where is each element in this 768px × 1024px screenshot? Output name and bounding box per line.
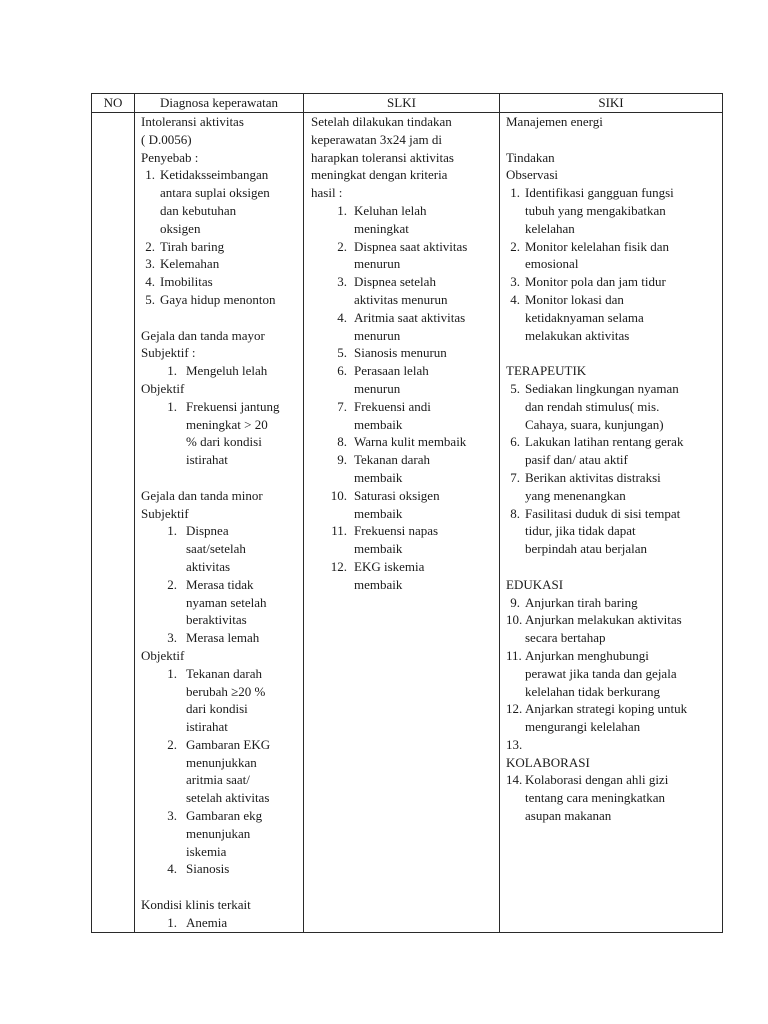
slki-item [329, 344, 496, 362]
item-number: 6. [510, 434, 520, 450]
item-text [177, 736, 301, 807]
mayor-subjektif-item [163, 362, 301, 380]
item-text [347, 273, 496, 309]
item-text-line: berpindah atau berjalan [525, 541, 647, 557]
item-text-line: menurun [354, 380, 401, 396]
minor-objektif-item [163, 665, 301, 736]
item-text [155, 166, 301, 237]
slki-intro [311, 113, 496, 202]
item-text-line: Monitor kelelahan fisik dan [525, 238, 670, 254]
diagnosa-title: Intoleransi aktivitas [141, 114, 244, 129]
cell-siki [500, 113, 723, 933]
edukasi-item [506, 647, 719, 700]
item-text-line: Saturasi oksigen [354, 487, 440, 503]
item-text-line: dan rendah stimulus( mis. [525, 398, 660, 414]
item-text [520, 611, 719, 647]
item-text-line: Anjurkan menghubungi [525, 647, 649, 663]
item-text-line: ketidaknyaman selama [525, 309, 644, 325]
item-number: 1. [167, 363, 177, 379]
terapeutik-item [506, 505, 719, 558]
item-text [520, 647, 719, 700]
item-number: 3. [510, 274, 520, 290]
item-text-line: Dispnea [186, 523, 229, 539]
observasi-item [506, 238, 719, 274]
item-text-line: tidur, jika tidak dapat [525, 523, 636, 539]
item-text [177, 860, 301, 878]
klinis-label: Kondisi klinis terkait [141, 897, 251, 913]
item-text-line: Ketidaksseimbangan [160, 167, 269, 183]
item-text [177, 522, 301, 575]
item-text-line: Tekanan darah [186, 665, 262, 681]
mayor-objektif-item [163, 398, 301, 469]
item-text-line: antara suplai oksigen [160, 185, 270, 201]
table-header-row [92, 94, 723, 113]
penyebab-item [141, 166, 301, 237]
penyebab-list [141, 166, 301, 308]
item-text-line: menunjukkan [186, 754, 257, 770]
item-text-line: kelelahan tidak berkurang [525, 683, 660, 699]
item-text-line: pasif dan/ atau aktif [525, 452, 628, 468]
item-text-line: Anjarkan strategi koping untuk [525, 701, 688, 717]
item-text-line: Fasilitasi duduk di sisi tempat [525, 505, 681, 521]
item-text [347, 309, 496, 345]
header-no: NO [92, 94, 135, 113]
table-row [92, 113, 723, 933]
item-text-line: membaik [354, 505, 403, 521]
item-text [347, 487, 496, 523]
slki-item [329, 202, 496, 238]
observasi-item [506, 291, 719, 344]
slki-item [329, 362, 496, 398]
item-number: 11. [506, 647, 522, 663]
item-text-line: perawat jika tanda dan gejala [525, 665, 677, 681]
item-text-line: meningkat [354, 220, 409, 236]
item-text-line: Perasaan lelah [354, 363, 429, 379]
item-text [155, 291, 301, 309]
item-number: 13. [506, 736, 523, 752]
item-number: 1. [510, 185, 520, 201]
item-number: 7. [510, 469, 520, 485]
item-text-line: Anjurkan melakukan aktivitas [525, 612, 682, 628]
item-number: 5. [145, 291, 155, 307]
item-text-line: membaik [354, 416, 403, 432]
item-text-line: Keluhan lelah [354, 202, 427, 218]
minor-objektif-item [163, 807, 301, 860]
slki-intro-line: harapkan toleransi aktivitas [311, 149, 454, 165]
item-text-line: Merasa tidak [186, 576, 254, 592]
item-number: 3. [167, 808, 177, 824]
item-number: 10. [330, 487, 347, 503]
kolaborasi-item [506, 771, 719, 824]
slki-item [329, 487, 496, 523]
item-text [177, 362, 301, 380]
slki-item [329, 309, 496, 345]
item-text [347, 398, 496, 434]
item-text [347, 558, 496, 594]
kolaborasi-label: KOLABORASI [506, 754, 590, 770]
item-text-line: Kelemahan [160, 256, 220, 272]
item-text [520, 273, 719, 291]
cell-slki [304, 113, 500, 933]
item-number: 11. [331, 523, 347, 539]
item-text [155, 255, 301, 273]
item-number: 2. [167, 576, 177, 592]
item-text-line: yang menenangkan [525, 487, 626, 503]
item-text-line: Anemia [186, 914, 228, 930]
item-number: 8. [337, 434, 347, 450]
slki-item [329, 273, 496, 309]
item-text-line: berubah ≥20 % [186, 683, 266, 699]
diagnosa-code: ( D.0056) [141, 131, 192, 147]
item-number: 4. [145, 274, 155, 290]
penyebab-label: Penyebab : [141, 149, 199, 165]
item-text [177, 629, 301, 647]
item-text [347, 451, 496, 487]
item-text-line: membaik [354, 469, 403, 485]
kolaborasi-list [506, 771, 719, 824]
item-number: 1. [167, 398, 177, 414]
nursing-care-table [91, 93, 723, 933]
item-number: 5. [337, 345, 347, 361]
item-text [520, 469, 719, 505]
observasi-item [506, 184, 719, 237]
slki-item [329, 522, 496, 558]
terapeutik-item [506, 469, 719, 505]
slki-item [329, 238, 496, 274]
siki-title: Manajemen energi [506, 114, 603, 129]
item-text [520, 291, 719, 344]
observasi-item [506, 273, 719, 291]
item-text-line: Dispnea setelah [354, 274, 436, 290]
item-text-line: Sediakan lingkungan nyaman [525, 380, 679, 396]
item-text [520, 238, 719, 274]
tindakan-label: Tindakan [506, 149, 555, 165]
item-number: 3. [167, 630, 177, 646]
item-text [347, 362, 496, 398]
item-text-line: Frekuensi napas [354, 523, 439, 539]
item-text-line [525, 736, 719, 754]
terapeutik-item [506, 433, 719, 469]
header-siki: SIKI [500, 94, 723, 113]
item-text-line: Berikan aktivitas distraksi [525, 469, 661, 485]
item-text-line: melakukan aktivitas [525, 327, 630, 343]
item-text-line: aktivitas [186, 558, 231, 574]
penyebab-item [141, 238, 301, 256]
item-text-line: istirahat [186, 719, 228, 735]
observasi-label: Observasi [506, 167, 558, 183]
item-number: 4. [167, 861, 177, 877]
slki-item [329, 558, 496, 594]
terapeutik-list [506, 380, 719, 558]
item-text [520, 433, 719, 469]
item-number: 9. [337, 452, 347, 468]
item-text [177, 576, 301, 629]
item-text [155, 238, 301, 256]
mayor-label: Gejala dan tanda mayor [141, 327, 265, 343]
item-number: 8. [510, 505, 520, 521]
minor-objektif-item [163, 860, 301, 878]
item-text-line: secara bertahap [525, 630, 606, 646]
item-text-line: % dari kondisi [186, 434, 262, 450]
item-text-line: Aritmia saat aktivitas [354, 309, 466, 325]
item-text-line: Anjurkan tirah baring [525, 594, 638, 610]
item-text [520, 700, 719, 736]
item-text-line: tubuh yang mengakibatkan [525, 202, 666, 218]
terapeutik-item [506, 380, 719, 433]
item-text-line: aritmia saat/ [186, 772, 250, 788]
penyebab-item [141, 255, 301, 273]
item-text [520, 594, 719, 612]
diagnosa-content [135, 113, 303, 932]
item-text-line: tentang cara meningkatkan [525, 790, 666, 806]
item-text-line: Kolaborasi dengan ahli gizi [525, 772, 669, 788]
minor-objektif-list [141, 665, 301, 879]
minor-objektif-item [163, 736, 301, 807]
item-text-line: Sianosis menurun [354, 345, 447, 361]
minor-subjektif-label: Subjektif [141, 505, 189, 521]
slki-intro-line: keperawatan 3x24 jam di [311, 131, 443, 147]
slki-item [329, 451, 496, 487]
item-number: 14. [506, 772, 523, 788]
item-text-line: Lakukan latihan rentang gerak [525, 434, 684, 450]
edukasi-item [506, 594, 719, 612]
penyebab-item [141, 273, 301, 291]
item-text-line: nyaman setelah [186, 594, 267, 610]
item-text-line: EKG iskemia [354, 558, 425, 574]
item-number: 1. [167, 665, 177, 681]
item-text [347, 522, 496, 558]
item-number: 5. [510, 380, 520, 396]
item-text [347, 433, 496, 451]
item-text-line: Identifikasi gangguan fungsi [525, 185, 674, 201]
item-text [520, 505, 719, 558]
item-number: 2. [167, 736, 177, 752]
edukasi-item [506, 700, 719, 736]
item-text-line: Warna kulit membaik [354, 434, 467, 450]
item-text-line: emosional [525, 256, 579, 272]
slki-intro-line: Setelah dilakukan tindakan [311, 114, 452, 129]
klinis-item [163, 914, 301, 932]
item-text [347, 344, 496, 362]
item-number: 12. [506, 701, 523, 717]
item-number: 2. [337, 238, 347, 254]
item-text-line: oksigen [160, 220, 201, 236]
observasi-list [506, 184, 719, 344]
mayor-subjektif-list [141, 362, 301, 380]
item-text-line: Merasa lemah [186, 630, 260, 646]
minor-subjektif-list [141, 522, 301, 647]
item-text-line: Tekanan darah [354, 452, 430, 468]
cell-no [92, 113, 135, 933]
item-text [177, 665, 301, 736]
item-text-line: Dispnea saat aktivitas [354, 238, 468, 254]
item-text-line: Sianosis [186, 861, 230, 877]
item-text-line: meningkat > 20 [186, 416, 268, 432]
item-number: 2. [145, 238, 155, 254]
item-number: 1. [167, 523, 177, 539]
item-number: 12. [330, 558, 347, 574]
slki-intro-line: hasil : [311, 185, 343, 201]
header-diagnosa: Diagnosa keperawatan [135, 94, 304, 113]
item-text-line: istirahat [186, 452, 228, 468]
item-text-line: saat/setelah [186, 541, 246, 557]
penyebab-item [141, 291, 301, 309]
item-text-line: membaik [354, 576, 403, 592]
item-text-line: menunjukan [186, 825, 251, 841]
item-text-line: Gambaran EKG [186, 736, 271, 752]
item-number: 9. [510, 594, 520, 610]
edukasi-item [506, 611, 719, 647]
slki-content [304, 113, 499, 594]
item-text-line: menurun [354, 327, 401, 343]
item-number: 1. [167, 914, 177, 930]
item-number: 1. [145, 167, 155, 183]
slki-item [329, 433, 496, 451]
edukasi-list [506, 594, 719, 754]
item-text [177, 914, 301, 932]
slki-item [329, 398, 496, 434]
item-number: 7. [337, 398, 347, 414]
item-number: 3. [145, 256, 155, 272]
item-number: 3. [337, 274, 347, 290]
siki-content [500, 113, 722, 825]
item-number: 1. [337, 202, 347, 218]
item-text-line: Tirah baring [160, 238, 225, 254]
item-text [177, 398, 301, 469]
item-text-line: Gaya hidup menonton [160, 291, 276, 307]
item-text-line: setelah aktivitas [186, 790, 270, 806]
item-text-line: Imobilitas [160, 274, 213, 290]
item-text-line: Frekuensi andi [354, 398, 431, 414]
item-text [520, 736, 719, 754]
edukasi-item [506, 736, 719, 754]
item-text [177, 807, 301, 860]
item-text-line: iskemia [186, 843, 227, 859]
item-text-line: Cahaya, suara, kunjungan) [525, 416, 664, 432]
mayor-subjektif-label: Subjektif : [141, 345, 196, 361]
item-text-line: Gambaran ekg [186, 808, 263, 824]
minor-objektif-label: Objektif [141, 647, 185, 663]
item-text-line: kelelahan [525, 220, 575, 236]
item-number: 4. [510, 291, 520, 307]
item-number: 10. [506, 612, 523, 628]
item-text [520, 380, 719, 433]
item-text-line: menurun [354, 256, 401, 272]
item-text-line: Monitor pola dan jam tidur [525, 274, 666, 290]
klinis-list [141, 914, 301, 932]
item-text [347, 238, 496, 274]
item-text-line: dari kondisi [186, 701, 248, 717]
minor-subjektif-item [163, 576, 301, 629]
cell-diagnosa [135, 113, 304, 933]
item-text-line: aktivitas menurun [354, 291, 448, 307]
item-text-line: dan kebutuhan [160, 202, 237, 218]
slki-intro-line: meningkat dengan kriteria [311, 167, 448, 183]
item-text-line: beraktivitas [186, 612, 247, 628]
item-text-line: membaik [354, 541, 403, 557]
mayor-objektif-list [141, 398, 301, 469]
item-text [520, 184, 719, 237]
item-text-line: asupan makanan [525, 808, 612, 824]
minor-subjektif-item [163, 629, 301, 647]
item-number: 2. [510, 238, 520, 254]
header-slki: SLKI [304, 94, 500, 113]
item-text [347, 202, 496, 238]
item-text-line: Monitor lokasi dan [525, 291, 624, 307]
mayor-objektif-label: Objektif [141, 380, 185, 396]
terapeutik-label: TERAPEUTIK [506, 363, 587, 379]
edukasi-label: EDUKASI [506, 576, 564, 592]
minor-label: Gejala dan tanda minor [141, 487, 263, 503]
item-number: 6. [337, 363, 347, 379]
item-text [155, 273, 301, 291]
item-number: 4. [337, 309, 347, 325]
item-text-line: mengurangi kelelahan [525, 719, 641, 735]
item-text-line: Mengeluh lelah [186, 363, 268, 379]
minor-subjektif-item [163, 522, 301, 575]
item-text [520, 771, 719, 824]
slki-list [311, 202, 496, 594]
item-text-line: Frekuensi jantung [186, 398, 280, 414]
